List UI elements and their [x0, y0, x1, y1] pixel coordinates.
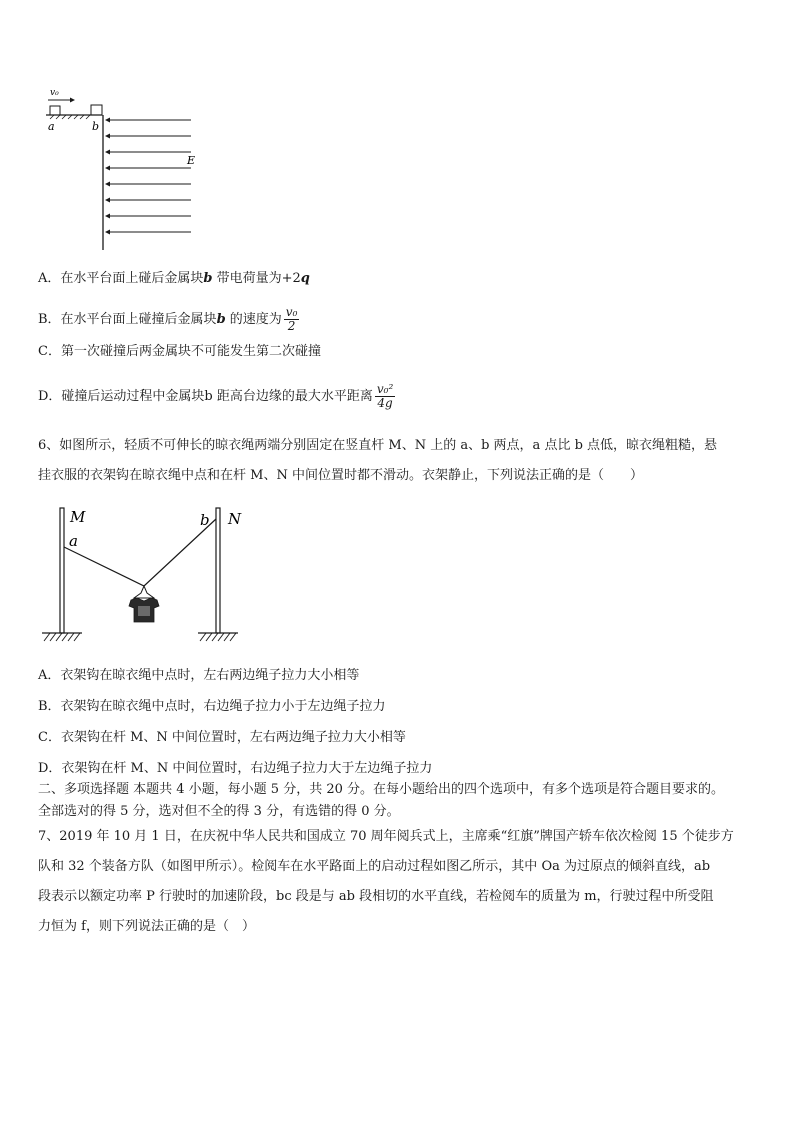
field-arrowhead	[105, 118, 110, 123]
hanger-hook	[134, 586, 154, 598]
q5-option-d: D．碰撞后运动过程中金属块b 距高台边缘的最大水平距离 $\frac{\text{v₀²}}{4g}$	[38, 382, 394, 410]
v0-label: v₀	[50, 88, 59, 98]
label-M: M	[70, 508, 86, 526]
q5-option-c: C．第一次碰撞后两金属块不可能发生第二次碰撞	[38, 344, 321, 359]
q6-stem: 6、如图所示，轻质不可伸长的晾衣绳两端分别固定在竖直杆 M、N 上的 a、b 两点，a 点比 b 点低，晾衣绳粗糙，悬 挂衣服的衣架钩在晾衣绳中点和在杆 M、N 中间位置时都不滑动。衣架静止，下列说法正确的是（ ）	[38, 438, 718, 483]
garment-icon	[129, 598, 159, 622]
label-b: b	[92, 120, 100, 133]
field-lines	[105, 118, 191, 235]
label-a-point: a	[69, 532, 78, 550]
q6-option-a: A．衣架钩在晾衣绳中点时，左右两边绳子拉力大小相等	[38, 668, 360, 683]
ground-left	[44, 633, 80, 641]
ground-right	[200, 633, 236, 641]
field-arrowhead	[105, 214, 110, 219]
q5-option-b: B．在水平台面上碰撞后金属块b 的速度为 $\frac{\text{v₀}}{2}$	[38, 305, 298, 333]
field-arrowhead	[105, 150, 110, 155]
fraction-v0-over-2: $\frac{\text{v₀}}{2}$	[285, 305, 298, 333]
q6-option-c: C．衣架钩在杆 M、N 中间位置时，左右两边绳子拉力大小相等	[38, 730, 406, 745]
fraction-v0sq-over-4g: $\frac{\text{v₀²}}{4g}$	[376, 382, 394, 410]
field-figure	[44, 84, 214, 254]
label-N: N	[228, 510, 242, 528]
field-arrowhead	[105, 166, 110, 171]
field-arrowhead	[105, 198, 110, 203]
field-arrowhead	[105, 182, 110, 187]
section-2-header: 二、多项选择题 本题共 4 小题，每小题 5 分，共 20 分。在每小题给出的四个选项中，有多个选项是符合题目要求的。 全部选对的得 5 分，选对但不全的得 3 分，有选错的得 0 分。	[38, 782, 725, 819]
pole-n	[216, 508, 220, 633]
label-b-point: b	[200, 511, 210, 529]
q6-option-d: D．衣架钩在杆 M、N 中间位置时，右边绳子拉力大于左边绳子拉力	[38, 761, 433, 776]
q7-stem: 7、2019 年 10 月 1 日，在庆祝中华人民共和国成立 70 周年阅兵式上，主席乘“红旗”牌国产轿车依次检阅 15 个徒步方 队和 32 个装备方队（如图甲所示）。检阅车在水平路面上的启动过程如图乙所示，其中 Oa 为过原点的倾斜直线，ab 段表示以额定功率 P 行驶时的加速阶段，bc 段是与 ab 段相切的水平直线，若检阅车的质量为 m，行驶过程中所受阻 力恒为 f，则下列说法正确的是（ ）	[38, 829, 734, 934]
field-arrowhead	[105, 134, 110, 139]
q6-option-b: B．衣架钩在晾衣绳中点时，右边绳子拉力小于左边绳子拉力	[38, 699, 386, 714]
label-a: a	[48, 120, 55, 133]
clothesline-rope	[64, 519, 216, 586]
pole-m	[60, 508, 64, 633]
block-a	[50, 106, 60, 115]
q5-option-a: A．在水平台面上碰后金属块b 带电荷量为+2q	[38, 271, 310, 286]
clothesline-figure	[38, 500, 248, 652]
field-arrowhead	[105, 230, 110, 235]
field-label-E: E	[187, 154, 196, 167]
block-b	[91, 105, 102, 115]
